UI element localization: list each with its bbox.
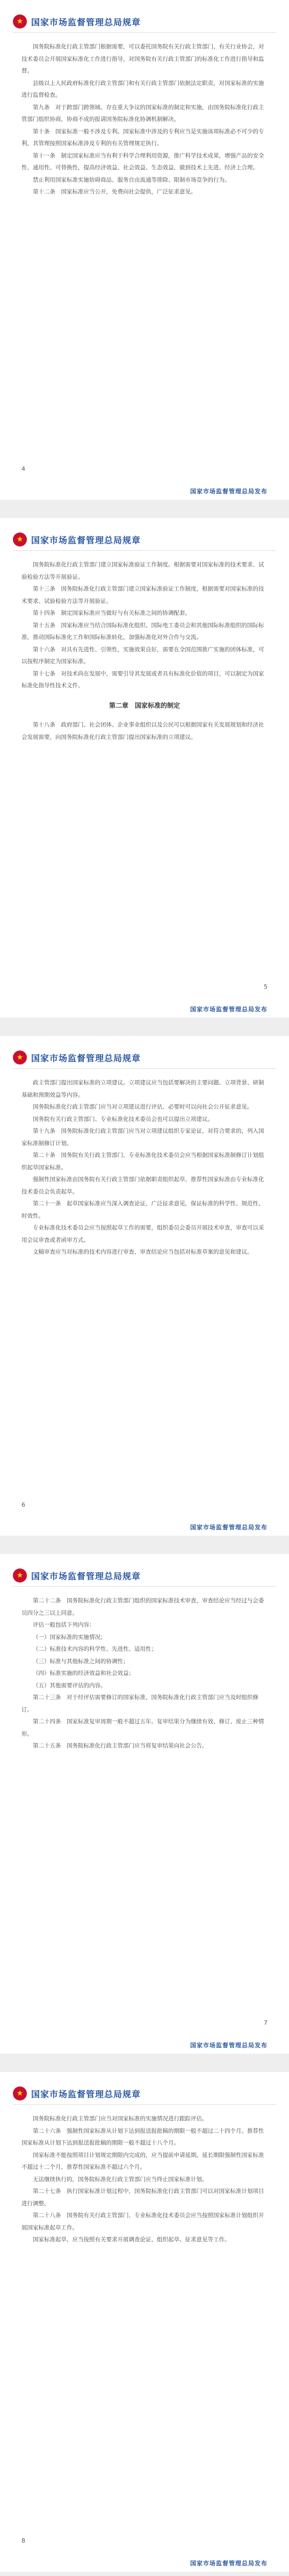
paragraph: 第十九条 国务院标准化行政主管部门应当对立项建议组织专家论证，对符合要求的，列入国家标准制修订计划。 [21,1128,264,1147]
page-number: 4 [21,465,25,472]
page-number: 7 [264,2019,268,2026]
national-emblem-icon [13,15,27,28]
national-emblem-icon [13,1050,27,1064]
header-title: 国家市场监督管理总局规章 [31,1053,141,1063]
paragraph: 国务院有关行政主管部门、专业标准化技术委员会也可以提出立项建议。 [33,1116,213,1122]
paragraph: （二）标准技术内容的科学性、先进性、适用性； [33,1646,157,1652]
header-title: 国家市场监督管理总局规章 [31,535,141,545]
paragraph: 第十八条 政府部门、社会团体、企业事业组织以及公民可以根据国家有关发展规划和经济社会发展需要，向国务院标准化行政主管部门提出国家标准的立项建议。 [21,722,264,740]
paragraph: （四）标准实施的经济效益和社会效益； [33,1670,134,1676]
national-emblem-icon [13,533,27,546]
page-body [21,2113,268,2246]
page-number: 5 [264,983,268,990]
paragraph: 第二十二条 国务院标准化行政主管部门组织的国家标准技术审查，审查结论应当经过与会委员四分之三以上同意。 [21,1598,264,1616]
paragraph: （五）其他需要评估的内容。 [33,1682,106,1689]
paragraph: 政主管部门提出国家标准的立项建议。立项建议应当包括要解决的主要问题、立项背景、研制基础和预期效益等内容。 [21,1080,264,1098]
footer-publisher: 国家市场监督管理总局发布 [190,1006,268,1013]
paragraph: 第二十八条 国务院有关行政主管部门、专业标准化技术委员会应当按照国家标准计划组织开展国家标准起草工作。 [21,2212,264,2231]
paragraph: 县级以上人民政府标准化行政主管部门和有关行政主管部门依据法定职责，对国家标准的实施进行监督检查。 [21,80,264,98]
footer-publisher: 国家市场监督管理总局发布 [190,488,268,495]
paragraph: 第二十六条 强制性国家标准从计划下达到报送报批稿的期限一般不超过二十四个月。推荐性国家标准从计划下达到报送报批稿的期限一般不超过十八个月。 [21,2127,264,2146]
footer-publisher: 国家市场监督管理总局发布 [190,2042,268,2049]
document-page [0,1554,289,2054]
page-number: 8 [21,2537,25,2544]
paragraph: 第九条 对于跨部门跨领域、存在重大争议的国家标准的制定和实施，由国务院标准化行政主管部门组织协商，协商不成的报请国务院标准化协调机制解决。 [21,104,264,123]
header-title: 国家市场监督管理总局规章 [31,17,141,27]
paragraph: 第二十三条 对于经评估需要修订的国家标准，国务院标准化行政主管部门应当及时组织修订。 [21,1694,258,1713]
paragraph: （一）国家标准的实施情况； [33,1634,106,1640]
footer-publisher: 国家市场监督管理总局发布 [190,1524,268,1531]
page-header [13,1565,276,1587]
paragraph: 国务院标准化行政主管部门应当对立项建议进行评估，必要时可以向社会公开征求意见。 [33,1104,253,1110]
page-header [13,11,276,33]
paragraph: 国家标准起草，应当按照有关要求开展调查论证、组织起草、征求意见等工作。 [33,2236,230,2243]
paragraph: 评估一般包括下列内容： [33,1622,95,1628]
document-page [0,2072,289,2572]
header-title: 国家市场监督管理总局规章 [31,2089,141,2099]
document-page [0,1036,289,1536]
paragraph: 国务院标准化行政主管部门建立国家标准验证工作制度。根据需要对国家标准的技术要求、试验检验方法等开展验证。 [21,562,264,580]
paragraph: 第二十七条 执行国家标准计划过程中，国务院标准化行政主管部门可以对国家标准计划项目进行调整。 [21,2188,264,2207]
paragraph: 无法继续执行的，国务院标准化行政主管部门应当终止国家标准计划。 [33,2176,208,2183]
page-header [13,1047,276,1069]
paragraph: 第二十五条 国务院标准化行政主管部门应当将复审结果向社会公告。 [33,1743,208,1749]
page-body [21,559,268,743]
paragraph: 强制性国家标准由国务院有关行政主管部门依据职责组织起草，推荐性国家标准由专业标准化技术委员会负责起草。 [21,1176,264,1195]
paragraph: 第二十四条 国家标准复审周期一般不超过五年。复审结果分为继续有效、修订、废止三种情形。 [21,1718,264,1737]
paragraph: 国务院标准化行政主管部门应当对国家标准的实施情况进行跟踪评估。 [33,2116,208,2122]
paragraph: 国务院标准化行政主管部门根据需要，可以委托国务院有关行政主管部门、有关行业协会，对技术委员会开展国家标准化工作进行指导，对国务院有关行政主管部门的标准化工作进行指导和监督。 [21,44,264,74]
paragraph: 国家标准不能按照项目计划规定期限内完成的，应当提前申请延期。延长期限强制性国家标准不超过十二个月，推荐性国家标准不超过六个月。 [21,2152,264,2170]
paragraph: 专业标准化技术委员会应当按照起草工作的需要，组织委员会委员开展技术审查，审查可以采用会议审查或者函审方式。 [21,1225,264,1243]
document-page [0,0,289,500]
page-header [13,529,276,551]
page-body [21,41,268,198]
paragraph: 第十七条 对技术尚在发展中，需要引导其发展或者具有标准化价值的项目，可以制定为国家标准化指导性技术文件。 [21,670,264,689]
paragraph: 第二十一条 起草国家标准应当深入调查论证，广泛征求意见，保证标准的科学性、规范性、时效性。 [21,1200,264,1219]
paragraph: 第十二条 国家标准应当公开，免费向社会提供，广泛征求意见。 [33,189,197,195]
page-body [21,1077,268,1258]
national-emblem-icon [13,2086,27,2100]
paragraph: 禁止利用国家标准实施妨碍商品、服务自由流通等排除、限制市场竞争的行为。 [33,176,230,183]
national-emblem-icon [13,1568,27,1582]
chapter-heading: 第二章 国家标准的制定 [109,701,180,709]
paragraph: 第十四条 制定国家标准应当做好与有关标准之间的协调配套。 [33,610,191,616]
paragraph: 第十一条 制定国家标准应当有利于科学合理利用资源，推广科学技术成果，增强产品的安全性、通用性、可替换性，提高经济效益、社会效益、生态效益，做到技术上先进、经济上合理。 [21,152,264,171]
paragraph: 第十三条 国务院标准化行政主管部门建立国家标准验证工作制度，根据需要对国家标准的技术要求、试验检验方法等开展验证。 [21,586,264,605]
paragraph: （三）标准与其他标准之间的协调性； [33,1658,129,1665]
document-page [0,518,289,1018]
page-number: 6 [21,1501,25,1508]
paragraph: 第十条 国家标准一般不涉及专利。国家标准中涉及的专利应当是实施该项标准必不可少的专利，其管理按照国家标准涉及专利的有关管理规定执行。 [21,128,264,147]
header-title: 国家市场监督管理总局规章 [31,1571,141,1581]
paragraph: 文稿审查应当对标准的技术内容进行审查，审查结论应当包括对标准草案的意见和建议。 [33,1249,253,1255]
footer-publisher: 国家市场监督管理总局发布 [190,2560,268,2567]
page-header [13,2083,276,2105]
paragraph: 第二十条 国务院有关行政主管部门、专业标准化技术委员会应当根据国家标准制修订计划组织起草国家标准。 [21,1152,264,1171]
paragraph: 第十五条 国家标准应当结合国际标准化组织、国际电工委员会和其他国际标准组织的国际标准，推动国际标准化工作和国际标准转化，加强标准化对外合作与交流。 [21,622,264,641]
page-body [21,1595,268,1752]
paragraph: 第十六条 对具有先进性、引领性，实施效果良好，需要在全国范围推广实施的团体标准，可以按程序制定为国家标准。 [21,646,264,665]
